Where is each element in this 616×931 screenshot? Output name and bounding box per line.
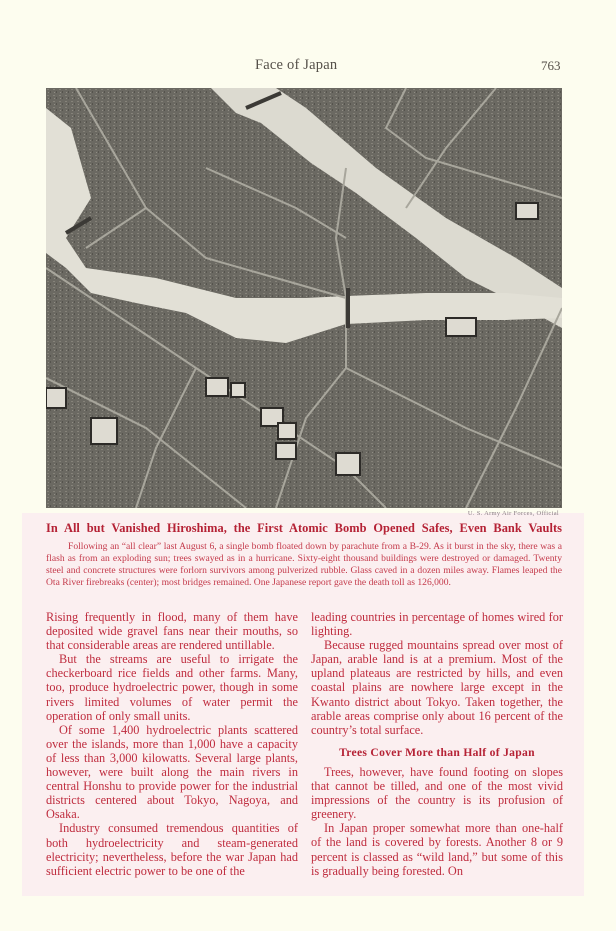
page-number: 763 <box>541 58 561 73</box>
paragraph: Trees, however, have found footing on slopes that cannot be tilled, and one of the most vivid impressions of the country is its profusion of greenery. <box>311 764 563 822</box>
right-column <box>311 610 563 878</box>
paragraph: Rising frequently in flood, many of them have deposited wide gravel fans near their mouths, so that considerable areas are rendered untillable. <box>46 610 298 653</box>
caption-body: Following an “all clear” last August 6, a single bomb floated down by parachute from a B-29. As it burst in the sky, there was a flash as from an exploding sun; trees swayed as in a hurricane. Sixty-eight thousand buildings were destroyed or damaged. Twenty steel and concrete structures were forlorn survivors among pulverized rubble. Glass caved in a dozen miles away. Flames leaped the Ota River firebreaks (center); most bridges remained. One Japanese report gave the death toll as 126,000. <box>46 541 562 588</box>
aerial-photo-hiroshima <box>46 88 562 508</box>
paragraph: Of some 1,400 hydroelectric plants scattered over the islands, more than 1,000 have a capacity of less than 3,000 kilowatts. Several large plants, however, were built along the main rivers in central Honshu to provide power for the industrial districts centered about Tokyo, Nagoya, and Osaka. <box>46 722 298 822</box>
running-head-title: Face of Japan <box>255 57 338 73</box>
running-head <box>0 57 616 77</box>
paragraph: leading countries in percentage of homes wired for lighting. <box>311 610 563 639</box>
paragraph: Industry consumed tremendous quantities of both hydroelectricity and steam-generated electricity; nevertheless, before the war Japan had sufficient electric power to be one of the <box>46 821 298 878</box>
photo-credit: U. S. Army Air Forces, Official <box>467 510 559 517</box>
left-column <box>46 610 298 878</box>
photo-illustration <box>46 88 562 508</box>
section-subheading: Trees Cover More than Half of Japan <box>339 745 535 759</box>
paragraph: Because rugged mountains spread over most of Japan, arable land is at a premium. Most of the upland plateaus are restricted by hills, and even coastal plains are nowhere large except in the Kwanto district about Tokyo. Taken together, the arable areas comprise only about 16 percent of the country’s total surface. <box>311 638 563 737</box>
caption-title: In All but Vanished Hiroshima, the First Atomic Bomb Opened Safes, Even Bank Vaults <box>46 521 562 535</box>
paragraph: But the streams are useful to irrigate the checkerboard rice fields and other farms. Many, too, produce hydroelectric power, though in some rivers limited volumes of water permit the operation of only small units. <box>46 652 298 723</box>
paragraph: In Japan proper somewhat more than one-half of the land is covered by forests. Another 8 or 9 percent is classed as “wild land,” but some of this is gradually being forested. On <box>311 821 563 878</box>
